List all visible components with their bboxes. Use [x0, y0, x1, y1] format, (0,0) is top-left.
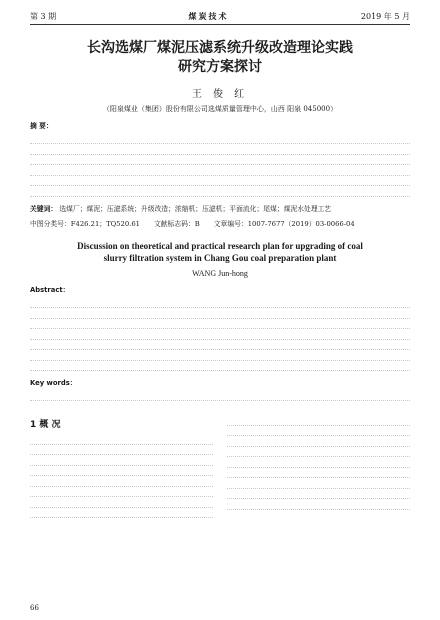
english-author: WANG Jun-hong	[192, 269, 248, 278]
body-text-unreadable-left	[30, 434, 213, 518]
document-code: 文献标志码：B	[153, 220, 200, 228]
english-keywords-label: Key words：	[30, 379, 77, 387]
issue-date: 2019 年 5 月	[360, 12, 410, 21]
english-keywords-text-unreadable	[30, 391, 410, 402]
article-number: 文章编号：1007-7677（2019）03-0066-04	[213, 220, 355, 228]
paper-title	[30, 39, 410, 77]
author-affiliation: （阳泉煤业（集团）股份有限公司选煤质量管理中心，山西 阳泉 045000）	[102, 105, 338, 113]
body-column-left	[30, 413, 213, 518]
keywords-block	[30, 205, 410, 215]
clc-number: 中图分类号：F426.21；TQ520.61	[30, 220, 140, 228]
running-header	[30, 0, 410, 25]
keywords-label: 关键词：	[30, 204, 58, 213]
classification-line	[30, 218, 410, 228]
title-line-1: 长沟选煤厂煤泥压滤系统升级改造理论实践	[87, 40, 353, 56]
english-abstract-text-unreadable	[30, 298, 410, 372]
english-title-line-1: Discussion on theoretical and practical research plan for upgrading of coal	[77, 241, 363, 251]
body-columns	[30, 413, 410, 518]
body-column-right	[227, 413, 410, 518]
journal-name: 煤炭技术	[188, 12, 229, 21]
abstract-text-unreadable	[30, 134, 410, 197]
section-heading: 1 概 况	[30, 420, 61, 430]
keywords-text: 选煤厂；煤泥；压滤系统；升级改造；浓缩机；压滤机；平面流化；尾煤；煤泥水处理工艺	[59, 204, 332, 213]
issue-number: 第 3 期	[30, 12, 57, 21]
english-title-line-2: slurry filtration system in Chang Gou coal preparation plant	[103, 253, 337, 263]
author-name: 王 俊 红	[191, 89, 249, 100]
english-abstract-label: Abstract：	[30, 286, 70, 294]
english-abstract-block	[30, 286, 410, 371]
page-number: 66	[30, 604, 39, 612]
title-line-2: 研究方案探讨	[178, 59, 262, 75]
english-title	[30, 240, 410, 264]
abstract-label: 摘 要：	[30, 122, 53, 130]
body-text-unreadable-right	[227, 415, 410, 510]
english-keywords-block	[30, 379, 410, 401]
abstract-block	[30, 122, 410, 197]
